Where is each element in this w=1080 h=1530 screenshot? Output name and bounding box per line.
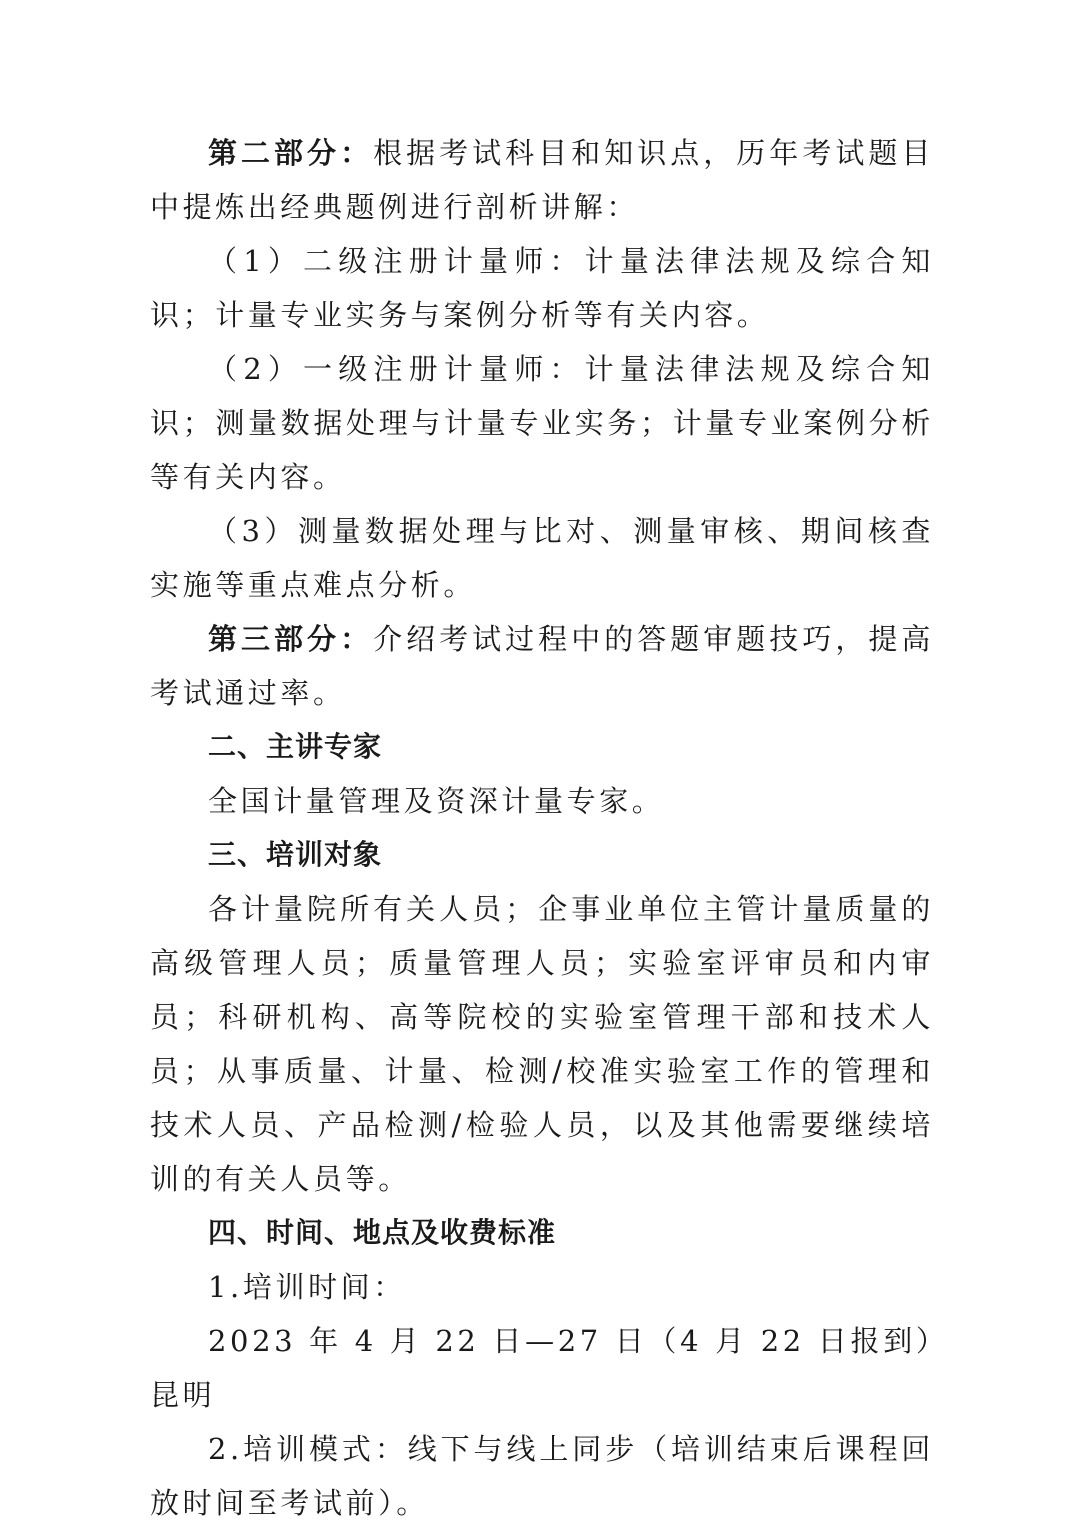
part-two-paragraph — [150, 126, 934, 234]
section-two-heading: 二、主讲专家 — [208, 730, 383, 763]
training-time-value: 2023 年 4 月 22 日—27 日（4 月 22 日报到）昆明 — [150, 1324, 934, 1412]
part-three-text: 介绍考试过程中的答题审题技巧，提高考试通过率。 — [150, 622, 934, 710]
document-page — [150, 126, 934, 1530]
training-time-label: 1.培训时间： — [208, 1270, 406, 1304]
part-two-label: 第二部分： — [208, 136, 374, 170]
section-three-heading: 三、培训对象 — [208, 838, 383, 871]
item-three-paragraph: （3）测量数据处理与比对、测量审核、期间核查实施等重点难点分析。 — [150, 514, 934, 602]
section-two-paragraph: 全国计量管理及资深计量专家。 — [208, 784, 665, 818]
part-two-text: 根据考试科目和知识点，历年考试题目中提炼出经典题例进行剖析讲解： — [150, 136, 934, 224]
item-two-paragraph: （2）一级注册计量师：计量法律法规及综合知识；测量数据处理与计量专业实务；计量专业案例分析等有关内容。 — [150, 352, 934, 494]
part-three-paragraph — [150, 612, 934, 720]
item-one-paragraph: （1）二级注册计量师：计量法律法规及综合知识；计量专业实务与案例分析等有关内容。 — [150, 244, 934, 332]
section-three-paragraph: 各计量院所有关人员；企事业单位主管计量质量的高级管理人员；质量管理人员；实验室评审员和内审员；科研机构、高等院校的实验室管理干部和技术人员；从事质量、计量、检测/校准实验室工作的管理和技术人员、产品检测/检验人员，以及其他需要继续培训的有关人员等。 — [150, 892, 934, 1196]
part-three-label: 第三部分： — [208, 622, 374, 656]
section-four-heading: 四、时间、地点及收费标准 — [208, 1216, 557, 1249]
training-mode-paragraph: 2.培训模式：线下与线上同步（培训结束后课程回放时间至考试前）。 — [150, 1432, 934, 1520]
